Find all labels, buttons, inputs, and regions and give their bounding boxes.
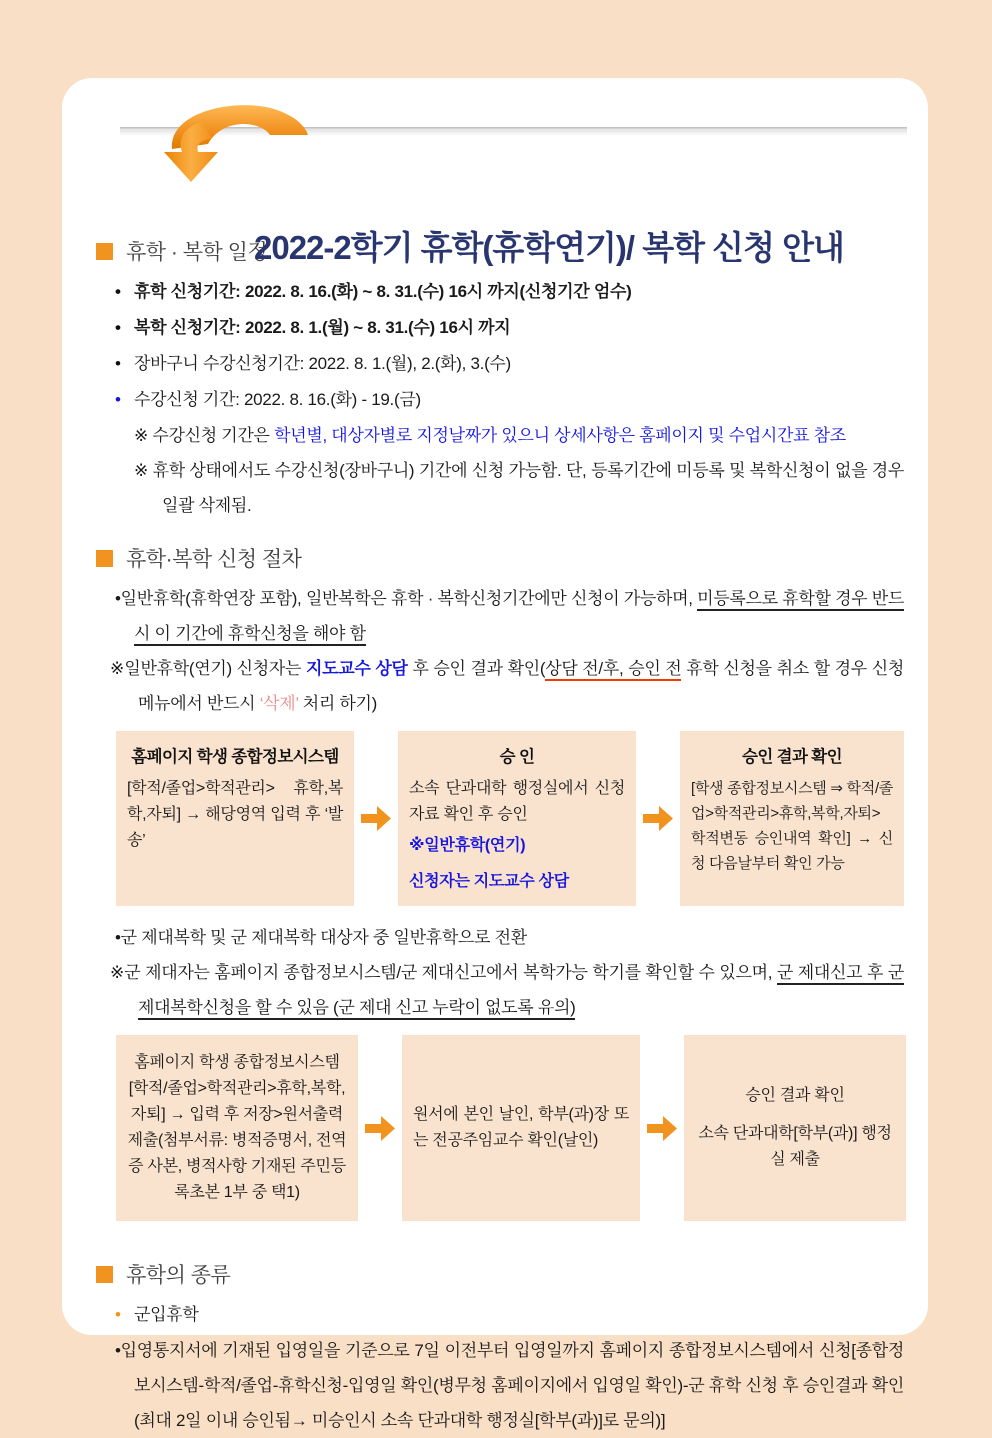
para-text: 일반휴학(휴학연장 포함), 일반복학은 휴학 · 복학신청기간에만 신청이 가능하며, [120, 589, 698, 608]
para-text: 입영통지서에 기재된 입영일을 기준으로 7일 이전부터 입영일까지 홈페이지 종합정보시스템에서 신청[종합정보시스템-학적/졸업-휴학신청-입영일 확인(병무청 홈페이지에서 입영일 확인)-군 휴학 신청 후 승인결과 확인(최대 2일 이내 승인됨→ 미승인시 소속 단과대학 행정실[학부(과)]로 문의)] [120, 1341, 904, 1430]
section-heading-label: 휴학의 종류 [126, 1264, 231, 1287]
flow-box-title: 홈페이지 학생 종합정보시스템 [131, 748, 339, 766]
flow-arrow [640, 1035, 684, 1221]
flow-box-apply [116, 731, 354, 906]
section-heading-label: 휴학·복학 신청 절차 [126, 548, 302, 571]
flow-box-line: 소속 단과대학[학부(과)] 행정실 제출 [698, 1125, 892, 1168]
note-text-red-underlined: 상담 전/후, 승인 전 [545, 659, 681, 681]
types-sub-label: 군입휴학 [134, 1305, 199, 1324]
note-text-blue-bold: 지도교수 상담 [306, 659, 408, 678]
flow-box-body: 홈페이지 학생 종합정보시스템[학적/졸업>학적관리>휴학,복학,자퇴] → 입력 후 저장>원서출력 제출(첨부서류: 병적증명서, 전역증 사본, 병적사항 기재된 주민등록초본 1부 중 택1) [127, 1054, 347, 1201]
bullet-icon: • [115, 390, 121, 409]
procedure-bullet-1 [115, 581, 904, 651]
orange-square-icon [96, 550, 113, 567]
flow-box-body: [학적/졸업>학적관리> 휴학,복학,자퇴] → 해당영역 입력 후 ‘발송’ [127, 780, 343, 849]
schedule-list [115, 274, 904, 523]
flow-box-note: 신청자는 지도교수 상담 [409, 873, 569, 890]
bullet-icon: • [115, 928, 121, 947]
orange-square-icon [96, 1266, 113, 1283]
para-text: 군 제대복학 및 군 제대복학 대상자 중 일반휴학으로 전환 [120, 928, 527, 947]
schedule-note-2: ※ 휴학 상태에서도 수강신청(장바구니) 기간에 신청 가능함. 단, 등록기간에 미등록 및 복학신청이 없을 경우 일괄 삭제됨. [134, 461, 904, 515]
flow-box-body: [학생 종합정보시스템 ⇒ 학적/졸업>학적관리>휴학,복학,자퇴>학적변동 승인내역 확인] → 신청 다음날부터 확인 가능 [691, 780, 893, 872]
schedule-cart-period: 장바구니 수강신청기간: 2022. 8. 1.(월), 2.(화), 3.(수) [134, 354, 511, 373]
procedure-bullet-2 [115, 920, 904, 955]
flow-box-check-result [680, 731, 904, 906]
schedule-course-period: 수강신청 기간: 2022. 8. 16.(화) - 19.(금) [134, 390, 421, 409]
flow-box-submit-result [684, 1035, 906, 1221]
types-list [115, 1297, 904, 1438]
flow-box-line: 승인 결과 확인 [745, 1087, 845, 1104]
flow-box-title: 승 인 [499, 748, 535, 766]
flow-box-approve [398, 731, 636, 906]
note-text: 휴학 신청을 취소 할 경우 신청 메뉴에서 반드시 [138, 659, 904, 713]
bullet-icon: • [115, 589, 121, 608]
schedule-note-1 [134, 418, 904, 453]
bullet-icon: • [115, 354, 121, 373]
note-text-underlined: 군 제대신고 후 군 제대복학신청을 할 수 있음 (군 제대 신고 누락이 없도록 유의) [138, 963, 904, 1020]
ribbon-arrow-icon [142, 94, 317, 192]
note-text: ※일반휴학(연기) 신청자는 [110, 659, 307, 678]
types-body [115, 1333, 904, 1438]
section-heading-label: 휴학 · 복학 일정 [126, 241, 268, 264]
note-text-blue: 학년별, 대상자별로 지정날짜가 있으니 상세사항은 홈페이지 및 수업시간표 참조 [274, 426, 846, 445]
list-item [115, 1297, 904, 1333]
flow-arrow [636, 731, 680, 906]
section-types-heading [96, 1259, 904, 1289]
notice-page-card [62, 78, 928, 1430]
procedure-note-2 [110, 955, 904, 1025]
flow-box-note: ※일반휴학(연기) [409, 837, 526, 854]
flow-box-stamp-confirm [402, 1035, 640, 1221]
schedule-return-period: 복학 신청기간: 2022. 8. 1.(월) ~ 8. 31.(수) 16시 까지 [134, 318, 511, 337]
note-text: ※ 수강신청 기간은 [134, 426, 275, 445]
flow-box-body: 원서에 본인 날인, 학부(과)장 또는 전공주임교수 확인(날인) [413, 1106, 629, 1149]
bullet-icon: • [115, 1305, 121, 1324]
flow-arrow [358, 1035, 402, 1221]
right-arrow-icon [643, 805, 674, 832]
flow-box-body: 소속 단과대학 행정실에서 신청 자료 확인 후 승인 [409, 780, 625, 823]
procedure-note-1 [110, 651, 904, 721]
bullet-icon: • [115, 318, 121, 337]
flow-box-title: 승인 결과 확인 [741, 748, 842, 766]
bullet-icon: • [115, 282, 121, 301]
notice-content [62, 78, 928, 1438]
note-text: 후 승인 결과 확인( [407, 659, 546, 678]
flow-box-military-apply [116, 1035, 358, 1221]
list-item [115, 310, 904, 346]
right-arrow-icon [361, 805, 392, 832]
note-text: ※군 제대자는 홈페이지 종합정보시스템/군 제대신고에서 복학가능 학기를 확인할 수 있으며, [110, 963, 777, 982]
list-item [115, 346, 904, 382]
list-item [115, 382, 904, 418]
note-text-delete: ‘삭제’ [259, 694, 299, 713]
section-procedure-heading [96, 543, 904, 573]
note-text: 처리 하기) [298, 694, 377, 713]
flow-arrow [354, 731, 398, 906]
page-title: 2022-2학기 휴학(휴학연기)/ 복학 신청 안내 [254, 229, 844, 266]
procedure-flow-row-1 [96, 731, 904, 906]
para-text-underlined: 미등록으로 휴학할 경우 반드시 이 기간에 휴학신청을 해야 함 [134, 589, 904, 646]
right-arrow-icon [647, 1115, 678, 1142]
schedule-leave-period: 휴학 신청기간: 2022. 8. 16.(화) ~ 8. 31.(수) 16시 까지(신청기간 엄수) [134, 282, 632, 301]
right-arrow-icon [365, 1115, 396, 1142]
list-item [115, 274, 904, 310]
bullet-icon: • [115, 1341, 121, 1360]
orange-square-icon [96, 243, 113, 260]
procedure-flow-row-2 [96, 1035, 904, 1221]
